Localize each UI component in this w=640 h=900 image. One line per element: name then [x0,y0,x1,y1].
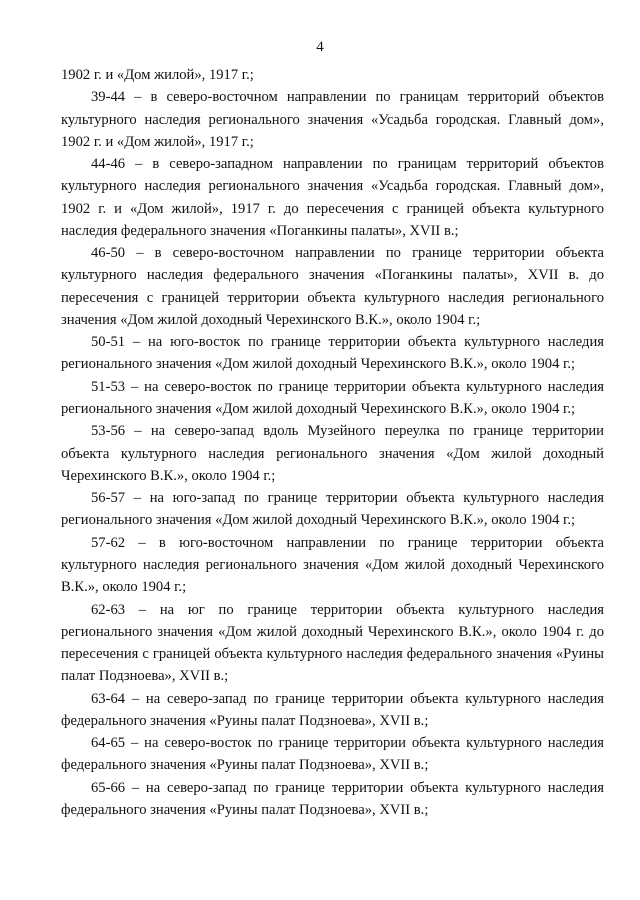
paragraph-segment-63-64: 63-64 – на северо-запад по границе территории объекта культурного наследия федерального значения «Руины палат Подзноева», XVII в.; [61,690,604,729]
document-body [61,64,604,821]
paragraph-segment-50-51: 50-51 – на юго-восток по границе территории объекта культурного наследия регионального значения «Дом жилой доходный Черехинского В.К.», около 1904 г.; [61,334,604,373]
paragraph-segment-57-62: 57-62 – в юго-восточном направлении по границе территории объекта культурного наследия регионального значения «Дом жилой доходный Черехинского В.К.», около 1904 г.; [61,534,604,596]
paragraph-segment-53-56: 53-56 – на северо-запад вдоль Музейного переулка по границе территории объекта культурного наследия регионального значения «Дом жилой доходный Черехинского В.К.», около 1904 г.; [61,423,604,484]
paragraph-segment-51-53: 51-53 – на северо-восток по границе территории объекта культурного наследия регионального значения «Дом жилой доходный Черехинского В.К.», около 1904 г.; [61,378,604,417]
paragraph-segment-65-66: 65-66 – на северо-запад по границе территории объекта культурного наследия федерального значения «Руины палат Подзноева», XVII в.; [61,779,604,818]
paragraph-segment-39-44: 39-44 – в северо-восточном направлении по границам территорий объектов культурного наследия регионального значения «Усадьба городская. Главный дом», 1902 г. и «Дом жилой», 1917 г.; [61,89,604,150]
paragraph-segment-62-63: 62-63 – на юг по границе территории объекта культурного наследия регионального значения «Дом жилой доходный Черехинского В.К.», около 1904 г. до пересечения с границей объекта культурного наследия федерального значения «Руины палат Подзноева», XVII в.; [61,601,604,685]
paragraph-segment-64-65: 64-65 – на северо-восток по границе территории объекта культурного наследия федерального значения «Руины палат Подзноева», XVII в.; [61,735,604,774]
page-number: 4 [316,39,324,55]
paragraph-continuation: 1902 г. и «Дом жилой», 1917 г.; [61,67,254,83]
paragraph-segment-56-57: 56-57 – на юго-запад по границе территории объекта культурного наследия регионального значения «Дом жилой доходный Черехинского В.К.», около 1904 г.; [61,490,604,529]
paragraph-segment-44-46: 44-46 – в северо-западном направлении по границам территорий объектов культурного наследия регионального значения «Усадьба городская. Главный дом», 1902 г. и «Дом жилой», 1917 г. до пересечения с границей объекта культурного наследия федерального значения «Поганкины палаты», XVII в.; [61,156,604,239]
paragraph-segment-46-50: 46-50 – в северо-восточном направлении по границе территории объекта культурного наследия федерального значения «Поганкины палаты», XVII в. до пересечения с границей территории объекта культурного наследия регионального значения «Дом жилой доходный Черехинского В.К.», около 1904 г.; [61,245,604,328]
